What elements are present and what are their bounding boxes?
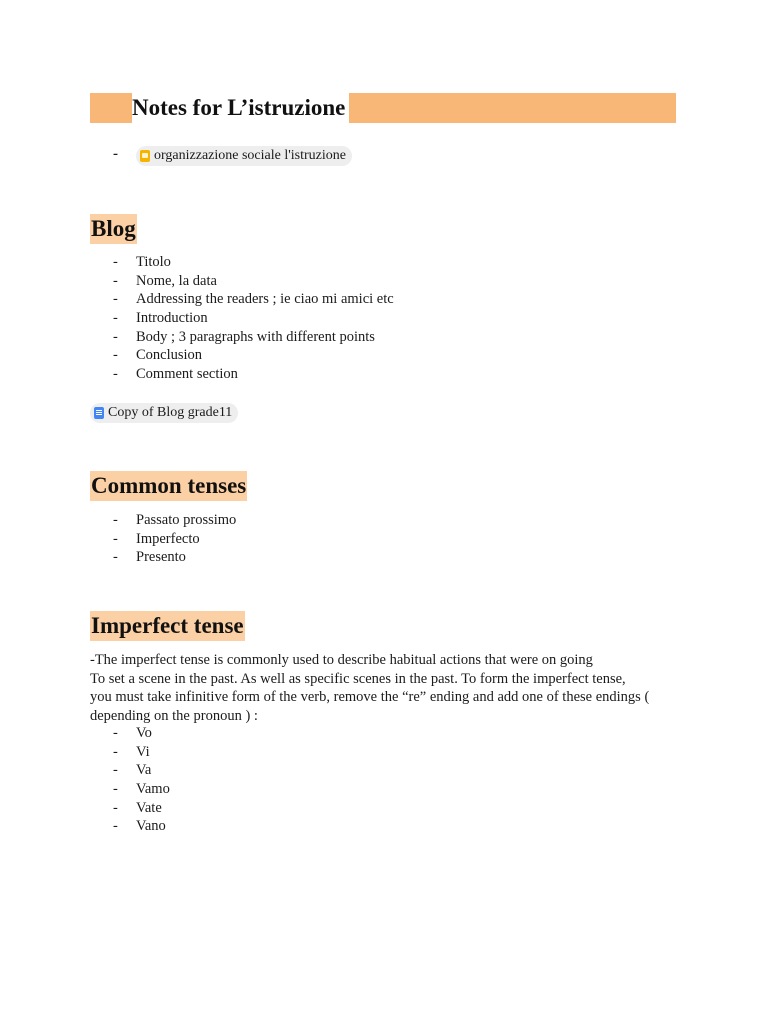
paragraph-line: depending on the pronoun ) : [90,707,258,724]
list-dash: - [113,146,118,162]
docs-link-label: Copy of Blog grade11 [108,405,233,420]
section-heading-common-tenses: Common tenses [90,471,247,501]
paragraph-line: -The imperfect tense is commonly used to describe habitual actions that were on going [90,652,593,668]
paragraph-line: To set a scene in the past. As well as specific scenes in the past. To form the imperfect tense, [90,670,626,687]
page-title: Notes for L’istruzione [132,93,349,123]
slides-link-label: organizzazione sociale l'istruzione [154,148,346,163]
imperfect-description [90,651,690,725]
docs-icon [94,407,104,419]
slides-link-chip[interactable] [136,146,352,166]
slides-icon [140,150,150,162]
section-heading-imperfect-tense: Imperfect tense [90,611,245,641]
paragraph-line: you must take infinitive form of the verb, remove the “re” ending and add one of these endings ( [90,689,650,705]
document-page: Notes for L’istruzione - organizzazione sociale l'istruzione Blog - Titolo - Nome, la data - Addressing the readers ; ie ciao mi amici etc - Introduction - Body ; 3 paragraphs with different points - Conclusion - Comment section Copy of Blog grade11 Common tenses - Passato prossimo - Imperfecto - Presento Imperfect tense -The imperfect tense is commonly used to describe habitual actions that were on going To set a scene in the past. As well as specific scenes in the past. To form the imperfect tense, you must take infinitive form of the verb, remove the “re” ending and add one of these endings ( depending on the pronoun ) : - Vo - Vi - Va - Vamo - Vate - Vano [0,0,768,1024]
section-heading-blog: Blog [90,214,137,244]
docs-link-chip[interactable] [90,403,238,423]
